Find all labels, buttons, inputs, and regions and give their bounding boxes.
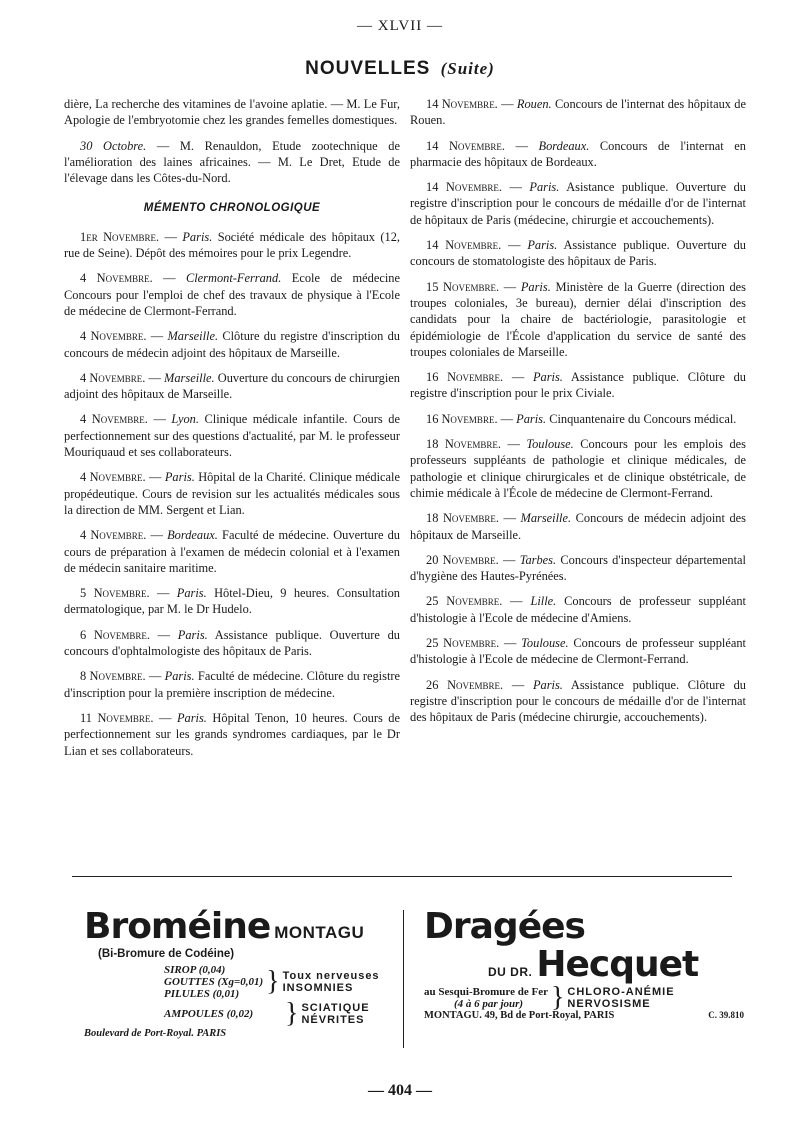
entry-date: 4 Novembre. — [80, 470, 146, 485]
entry-date: 14 Novembre. — [426, 97, 498, 111]
form-pilules: PILULES (0,01) — [164, 988, 240, 1000]
form-ampoules: AMPOULES (0,02) — [164, 1008, 254, 1020]
use-nevrites: NÉVRITES — [301, 1014, 365, 1026]
bromeine-ampoules-block — [164, 998, 394, 1029]
hecquet-dose: (4 à 6 par jour) — [454, 998, 524, 1010]
form-gouttes: GOUTTES (Xg=0,01) — [164, 976, 264, 988]
advert-bromeine — [84, 908, 394, 1039]
entry-text: Hôpital de la Charité. Clinique médicale propédeutique. Cours de revision sur les actualités médicales sous la direction de MM. Sergent et Lian. — [64, 470, 400, 517]
entry-date: 4 Novembre. — [80, 329, 147, 344]
hecquet-address: MONTAGU. 49, Bd de Port-Royal, PARIS — [424, 1010, 615, 1021]
entry-text: Ecole de médecine Concours pour l'emploi de chef des travaux de physique à l'Ecole de médecine de Clermont-Ferrand. — [64, 271, 400, 318]
memento-heading: MÉMENTO CHRONOLOGIQUE — [143, 202, 321, 215]
entry-text: Assistance publique. Clôture du registre d'inscription pour le concours de médaille d'or de l'internat des hôpitaux de Paris (médecine chirurgie, accouchements). — [410, 677, 746, 725]
title-text: NOUVELLES — [305, 58, 431, 79]
page-number: — 404 — — [368, 1082, 432, 1099]
hecquet-desc-block — [424, 982, 744, 1013]
entry-text: Ministère de la Guerre (direction des troupes coloniales, 3e bureau), dernier délai d'inscription des candidats pour la chaire de bactériologie, parasitologie et épidémiologie de l'École d'application du service de santé des troupes coloniales de Marseille. — [410, 279, 746, 359]
paragraph-text: — M. Renauldon, Etude zootechnique de l'amélioration des laines africaines. — M. Le Dret, Etude de l'élevage dans les Côtes-du-Nord. — [64, 138, 400, 186]
entry-text: Assistance publique. Ouverture du concours d'ophtalmologiste des hôpitaux de Paris. — [64, 627, 401, 659]
entry-place: Paris. — [527, 238, 558, 253]
title-suite: (Suite) — [440, 59, 495, 78]
entry-place: Paris. — [516, 411, 547, 426]
entry-place: Clermont-Ferrand. — [185, 271, 282, 286]
entry-text: Concours de professeur suppléant d'histologie à l'Ecole de médecine d'Amiens. — [410, 594, 746, 625]
use-nervosisme: NERVOSISME — [567, 998, 651, 1010]
entry: 5 Novembre. — Paris. Hôtel-Dieu, 9 heures. Consultation dermatologique, par M. le Dr Hudelo. — [64, 586, 400, 617]
page-header-roman: — XLVII — — [357, 18, 443, 34]
divider-rule — [72, 876, 732, 877]
entry-place: Lille. — [530, 594, 557, 609]
entry-place: Marseille. — [164, 370, 215, 385]
brace-icon: } — [285, 998, 299, 1029]
entry-date: 4 Novembre. — [80, 412, 148, 427]
entry: 11 Novembre. — Paris. Hôpital Tenon, 10 heures. Cours de perfectionnement sur les grands syndromes cardiaques, par le Dr Lian et ses collaborateurs. — [64, 710, 400, 758]
entry-date: 6 Novembre. — [80, 627, 150, 642]
entry-text: Clôture du registre d'inscription du concours de médecin adjoint des hôpitaux de Marseille. — [64, 329, 400, 360]
entry: 15 Novembre. — Paris. Ministère de la Guerre (direction des troupes coloniales, 3e bureau), dernier délai d'inscription des candidats pour la chaire de bactériologie, parasitologie et épidémiologie de l'École d'application du service de santé des troupes coloniales de Marseille. — [410, 279, 746, 359]
form-sirop: SIROP (0,04) — [164, 964, 226, 976]
entry-date: 26 Novembre. — [426, 677, 504, 692]
entry-place: Toulouse. — [526, 437, 574, 452]
entry: 16 Novembre. — Paris. Assistance publique. Clôture du registre d'inscription pour le prix Civiale. — [410, 370, 746, 401]
entry-date: 8 Novembre. — [80, 669, 146, 684]
entry-text: Concours de l'internat des hôpitaux de Rouen. — [410, 97, 747, 128]
entry: 18 Novembre. — Toulouse. Concours pour les emplois des professeurs suppléants de pathologie et clinique médicales, de pathologie et clinique chirurgicales et de clinique obstétricale, de chimie médicale à l'École de médecine de Clermont-Ferrand. — [410, 437, 746, 500]
entry-place: Paris. — [177, 627, 208, 642]
entry-date: 14 Novembre. — [426, 138, 506, 153]
entry-text: Concours de médecin adjoint des hôpitaux de Marseille. — [410, 511, 746, 542]
entry-place: Bordeaux. — [538, 138, 590, 153]
date-30-octobre: 30 Octobre. — [80, 138, 147, 153]
dragees-brand: Dragées — [424, 906, 585, 947]
entry-date: 15 Novembre. — [426, 279, 500, 294]
entry-date: 4 Novembre. — [80, 370, 146, 385]
bromeine-forms-block — [164, 964, 394, 1000]
entry-place: Paris. — [176, 710, 207, 725]
hecquet-brand: Hecquet — [536, 944, 699, 985]
use-chloro-anemie: CHLORO-ANÉMIE — [567, 986, 675, 998]
brace-icon: } — [550, 982, 565, 1013]
entry: 14 Novembre. — Rouen. Concours de l'internat des hôpitaux de Rouen. — [410, 97, 747, 128]
entry-date: 14 Novembre. — [426, 238, 502, 253]
entry-text: Assistance publique. Ouverture du concours de stomatologiste des hôpitaux de Paris. — [410, 238, 747, 269]
entry-date: 11 Novembre. — [80, 710, 154, 725]
use-sciatique: SCIATIQUE — [301, 1002, 370, 1014]
entry: 8 Novembre. — Paris. Faculté de médecine. Clôture du registre d'inscription pour la première inscription de médecine. — [64, 669, 401, 700]
entry-place: Paris. — [532, 370, 563, 385]
entry: 18 Novembre. — Marseille. Concours de médecin adjoint des hôpitaux de Marseille. — [410, 511, 746, 542]
entry-date: 16 Novembre. — [426, 411, 498, 426]
entry: 26 Novembre. — Paris. Assistance publique. Clôture du registre d'inscription pour le concours de médaille d'or de l'internat des hôpitaux de Paris (médecine chirurgie, accouchements). — [410, 677, 746, 725]
entry-date: 4 Novembre. — [80, 271, 153, 286]
entry-date: 18 Novembre. — [426, 511, 499, 526]
entry: 14 Novembre. — Paris. Asistance publique. Ouverture du registre d'inscription pour le concours de médaille d'or de l'internat de hôpitaux de Paris (médecine, chirurgie et accouchements). — [410, 180, 746, 227]
entry: 4 Novembre. — Paris. Hôpital de la Charité. Clinique médicale propédeutique. Cours de revision sur les actualités médicales sous la direction de MM. Sergent et Lian. — [64, 470, 400, 517]
entry: 14 Novembre. — Paris. Assistance publique. Ouverture du concours de stomatologiste des hôpitaux de Paris. — [410, 238, 747, 269]
bromeine-brand: Broméine — [84, 906, 271, 947]
hecquet-code: C. 39.810 — [708, 1010, 744, 1020]
hecquet-line — [488, 946, 744, 984]
entry: 4 Novembre. — Marseille. Clôture du registre d'inscription du concours de médecin adjoint des hôpitaux de Marseille. — [64, 329, 400, 360]
left-column — [64, 96, 400, 768]
bromeine-subtitle: (Bi-Bromure de Codéine) — [98, 948, 235, 960]
entry-place: Toulouse. — [521, 636, 569, 651]
entry-place: Rouen. — [516, 97, 552, 111]
continuation-paragraph: dière, La recherche des vitamines de l'avoine aplatie. — M. Le Fur, Apologie de l'embryotomie chez les grandes femelles domestiques. — [64, 97, 400, 128]
entry: 4 Novembre. — Clermont-Ferrand. Ecole de médecine Concours pour l'emploi de chef des travaux de physique à l'Ecole de médecine de Clermont-Ferrand. — [64, 271, 400, 318]
hecquet-footer — [424, 1010, 744, 1021]
entry-date: 1er Novembre. — [80, 229, 160, 244]
entry-text: Société médicale des hôpitaux (12, rue de Seine). Dépôt des mémoires pour le prix Legendre. — [64, 229, 401, 261]
right-entries — [410, 96, 746, 726]
montagu-brand: MONTAGU — [274, 923, 365, 942]
entry-text: Assistance publique. Clôture du registre d'inscription pour le prix Civiale. — [410, 370, 746, 401]
entry: 4 Novembre. — Bordeaux. Faculté de médecine. Ouverture du cours de préparation à l'examen de médecin colonial et à l'examen de médecin sanitaire maritime. — [64, 528, 400, 575]
entry-text: Concours pour les emplois des professeurs suppléants de pathologie et clinique médicales, de pathologie et clinique chirurgicales et de clinique obstétricale, de chimie médicale à l'École de médecine de Clermont-Ferrand. — [410, 437, 746, 500]
entry-place: Marseille. — [520, 511, 572, 526]
left-entries — [64, 229, 400, 759]
entry: 4 Novembre. — Lyon. Clinique médicale infantile. Cours de perfectionnement sur des questions d'actualité, par M. le professeur Mouriquaud et ses collaborateurs. — [64, 412, 400, 460]
hecquet-desc: au Sesqui-Bromure de Fer — [424, 986, 548, 998]
entry-text: Concours de l'internat en pharmacie des hôpitaux de Bordeaux. — [410, 138, 746, 169]
entry-text: Clinique médicale infantile. Cours de perfectionnement sur des questions d'actualité, par M. le professeur Mouriquaud et ses collaborateurs. — [64, 412, 400, 460]
entry-place: Lyon. — [171, 412, 199, 427]
entry-date: 5 Novembre. — [80, 586, 150, 601]
entry-place: Paris. — [182, 229, 213, 244]
ad-divider — [403, 910, 404, 1048]
entry: 6 Novembre. — Paris. Assistance publique. Ouverture du concours d'ophtalmologiste des hôpitaux de Paris. — [64, 627, 401, 659]
entry: 1er Novembre. — Paris. Société médicale des hôpitaux (12, rue de Seine). Dépôt des mémoires pour le prix Legendre. — [64, 229, 401, 261]
bromeine-address: Boulevard de Port-Royal. PARIS — [84, 1028, 227, 1039]
entry-date: 4 Novembre. — [80, 528, 147, 543]
section-title — [0, 58, 800, 80]
entry-text: Faculté de médecine. Clôture du registre d'inscription pour la première inscription de médecine. — [64, 669, 401, 700]
advert-hecquet — [424, 908, 744, 1021]
entry-text: Concours de professeur suppléant d'histologie à l'Ecole de médecine de Clermont-Ferrand. — [410, 636, 746, 667]
entry: 25 Novembre. — Lille. Concours de professeur suppléant d'histologie à l'Ecole de médecine d'Amiens. — [410, 594, 746, 625]
entry-text: Hôtel-Dieu, 9 heures. Consultation dermatologique, par M. le Dr Hudelo. — [64, 586, 400, 617]
entry: 20 Novembre. — Tarbes. Concours d'inspecteur départemental d'hygiène des Hautes-Pyrénées. — [410, 552, 746, 584]
entry-date: 18 Novembre. — [426, 437, 501, 452]
entry: 25 Novembre. — Toulouse. Concours de professeur suppléant d'histologie à l'Ecole de médecine de Clermont-Ferrand. — [410, 636, 746, 667]
entry-text: Hôpital Tenon, 10 heures. Cours de perfectionnement sur les grands syndromes cardiaques, par le Dr Lian et ses collaborateurs. — [64, 710, 400, 758]
entry-place: Paris. — [176, 586, 207, 601]
entry-place: Paris. — [520, 279, 551, 294]
entry-text: Faculté de médecine. Ouverture du cours de préparation à l'examen de médecin colonial et à l'examen de médecin sanitaire maritime. — [64, 528, 400, 575]
entry-date: 16 Novembre. — [426, 370, 504, 385]
paragraph-30-octobre — [64, 138, 400, 187]
du-dr-text: DU DR. — [488, 965, 533, 979]
entry-date: 14 Novembre. — [426, 180, 502, 195]
entry-place: Paris. — [529, 180, 560, 195]
entry-date: 25 Novembre. — [426, 636, 500, 651]
entry-text: Cinquantenaire du Concours médical. — [546, 411, 737, 426]
entry-place: Marseille. — [167, 329, 219, 344]
entry: 16 Novembre. — Paris. Cinquantenaire du Concours médical. — [426, 411, 737, 426]
entry-text: Ouverture du concours de chirurgien adjoint des hôpitaux de Marseille. — [64, 370, 400, 402]
brace-icon: } — [266, 966, 280, 997]
right-column — [410, 96, 746, 735]
entry-date: 20 Novembre. — [426, 552, 499, 567]
entry: 4 Novembre. — Marseille. Ouverture du concours de chirurgien adjoint des hôpitaux de Marseille. — [64, 370, 400, 402]
entry-text: Asistance publique. Ouverture du registre d'inscription pour le concours de médaille d'or de l'internat de hôpitaux de Paris (médecine, chirurgie et accouchements). — [410, 180, 746, 227]
use-insomnies: INSOMNIES — [282, 982, 354, 994]
entry-place: Bordeaux. — [167, 528, 218, 543]
entry-place: Tarbes. — [519, 552, 557, 567]
entry-place: Paris. — [164, 470, 195, 485]
entry-date: 25 Novembre. — [426, 594, 503, 609]
use-toux: Toux nerveuses — [282, 970, 380, 982]
entry-place: Paris. — [164, 669, 195, 684]
entry: 14 Novembre. — Bordeaux. Concours de l'internat en pharmacie des hôpitaux de Bordeaux. — [410, 138, 746, 169]
entry-place: Paris. — [532, 677, 563, 692]
entry-text: Concours d'inspecteur départemental d'hygiène des Hautes-Pyrénées. — [410, 552, 746, 584]
